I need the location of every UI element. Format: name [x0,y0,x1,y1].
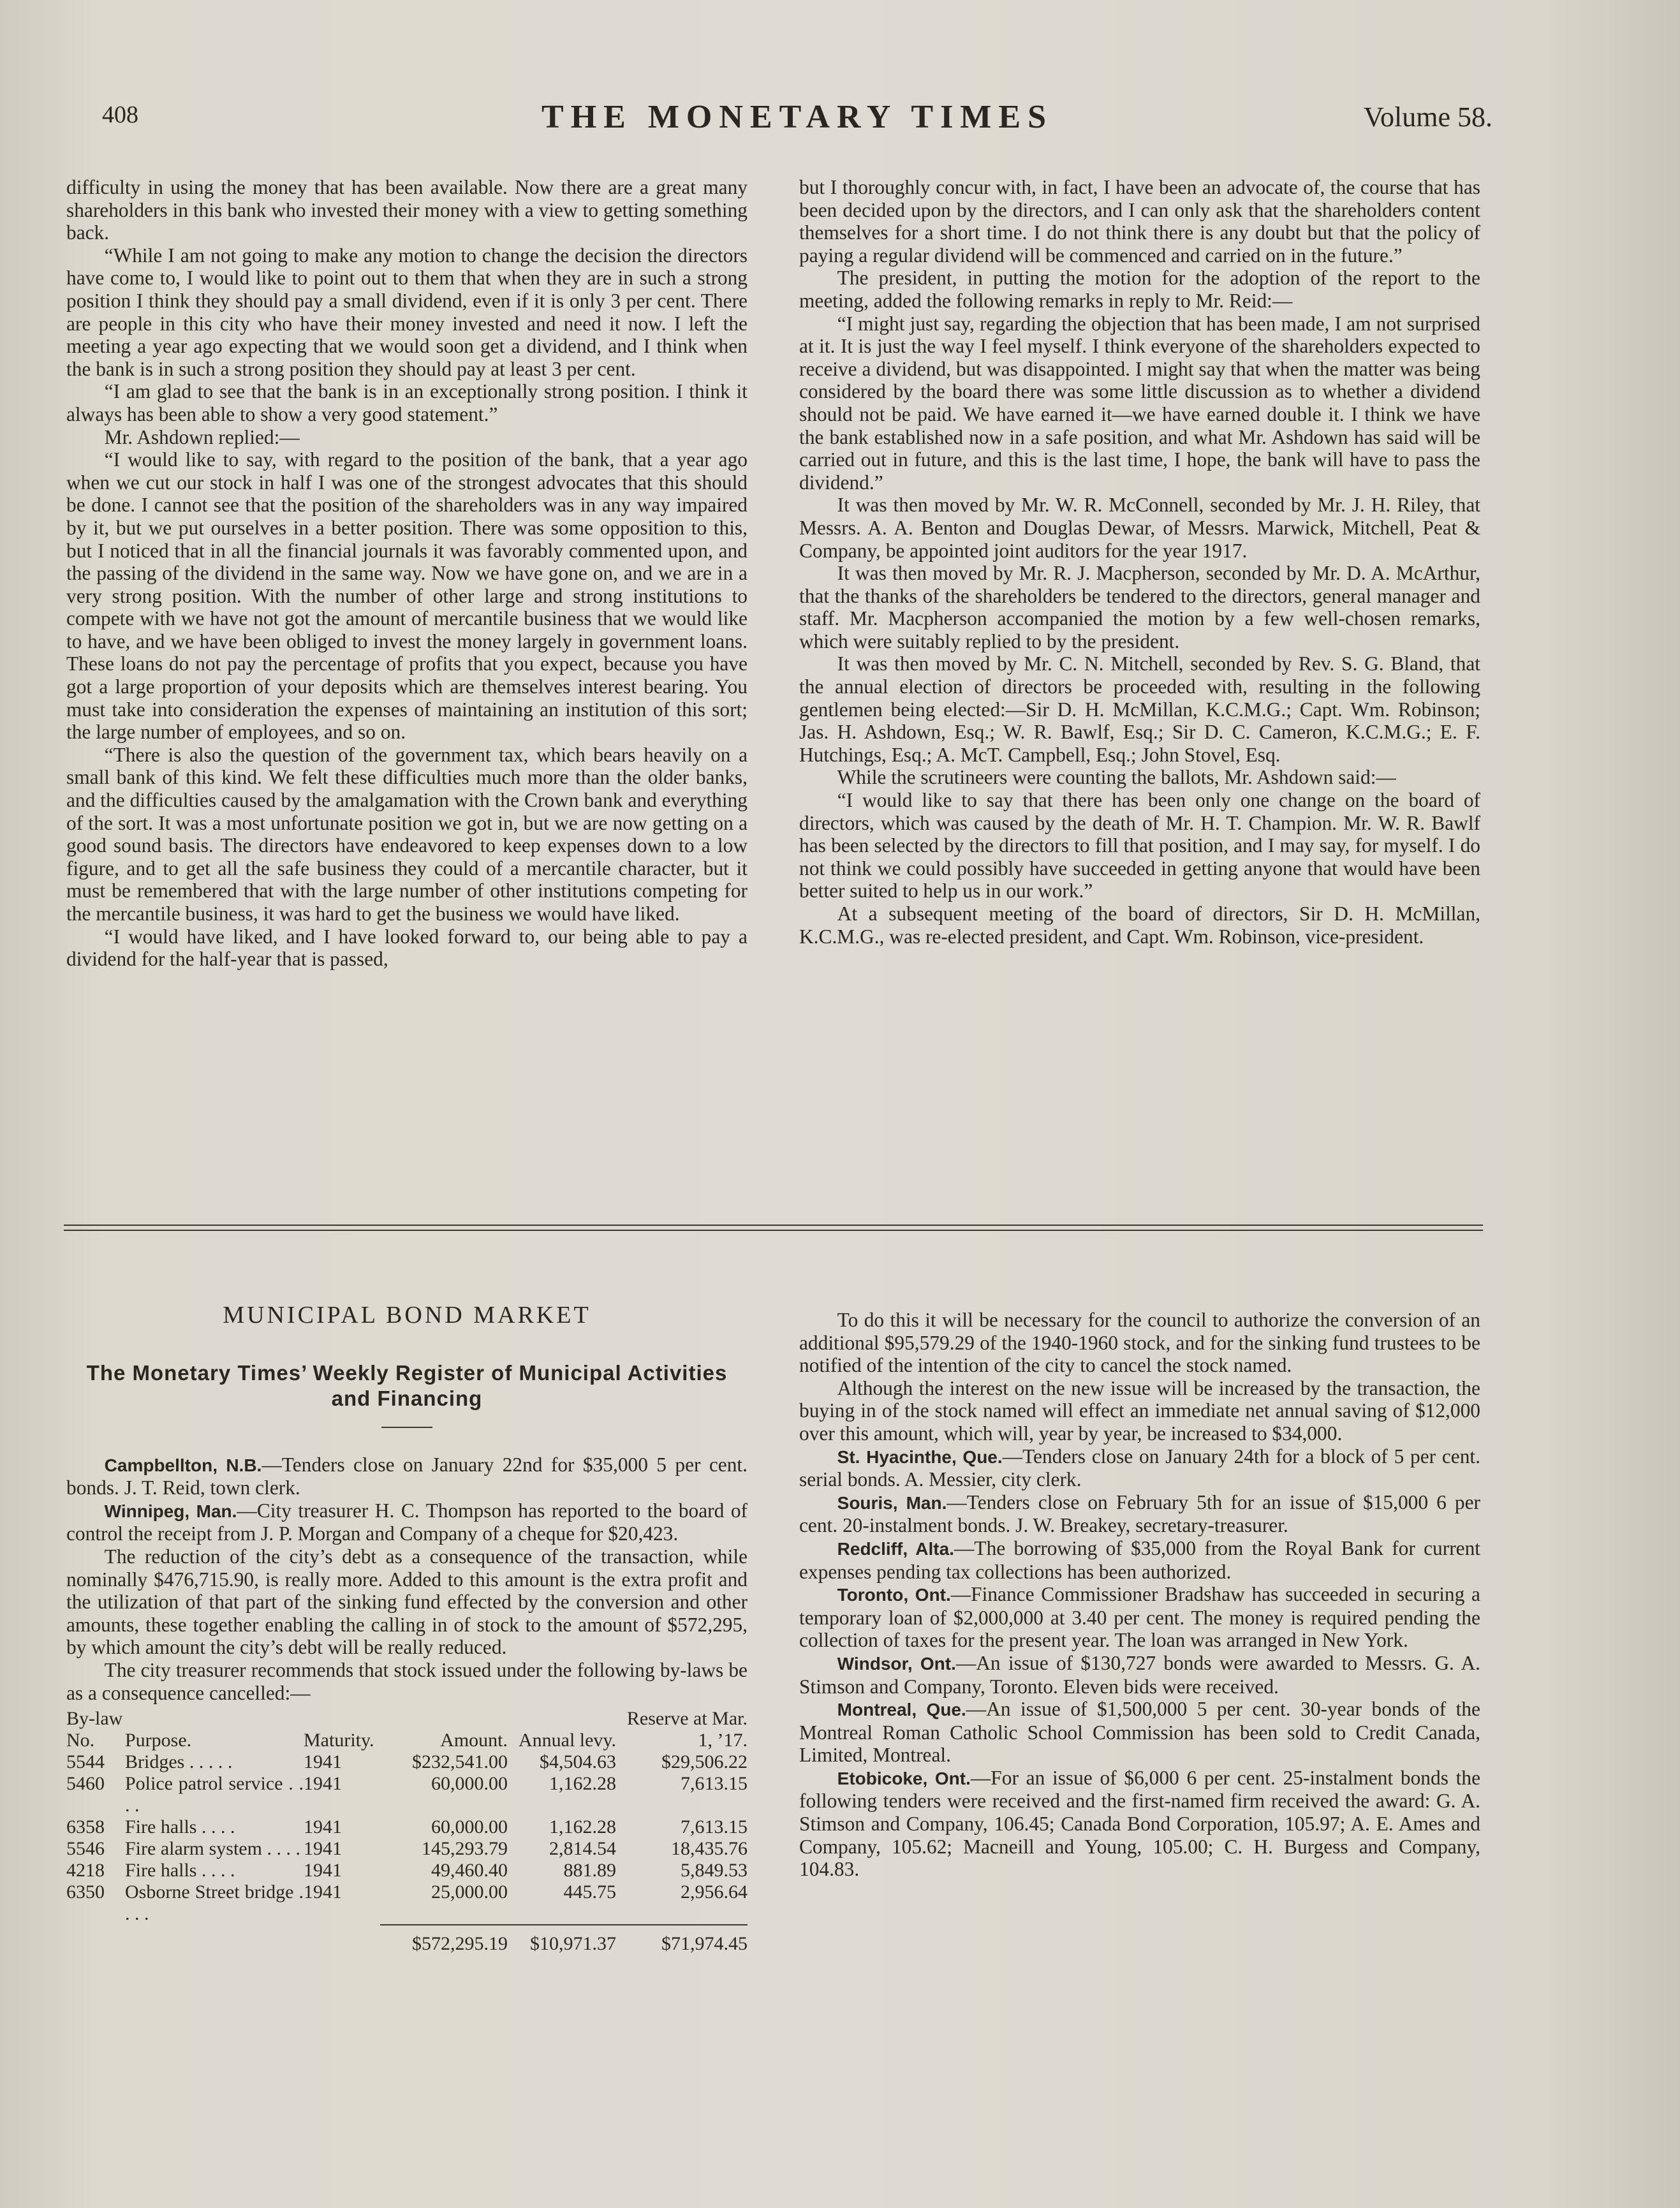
section-subtitle: The Monetary Times’ Weekly Register of Municipal Activities and Financing [86,1360,728,1410]
cell-no: 5544 [66,1751,105,1773]
cell-levy: 445.75 [563,1881,616,1903]
paragraph [799,1652,1480,1698]
place-name: Montreal, Que. [837,1700,966,1720]
page-header [102,101,1492,145]
paragraph [799,1445,1480,1491]
paragraph-text: To do this it will be necessary for the council to authorize the conversion of an additional $95,579.29 of the 1940-1960 stock, and for the sinking fund trustees to be notified of the intention of the city to cancel the stock named. [799,1309,1480,1377]
section-divider-second [64,1230,1483,1231]
total-reserve: $71,974.45 [616,1925,748,1955]
paragraph-text: but I thoroughly concur with, in fact, I have been an advocate of, the course that has been decided upon by the directors, and I can only ask that the shareholders content themselves for a short time. I do not think there is any doubt but that the policy of paying a regular dividend will be commenced and carried on in the future.” [799,176,1480,267]
paragraph [799,313,1480,494]
paragraph [799,562,1480,652]
paragraph-text: It was then moved by Mr. R. J. Macpherson, seconded by Mr. D. A. McArthur, that the thanks of the shareholders be tendered to the directors, general manager and staff. Mr. Macpherson accompanied the motion by a few well-chosen remarks, which were suitably replied to by the president. [799,562,1480,652]
col-header-purpose: Purpose. [125,1730,192,1751]
paragraph [66,1545,748,1659]
total-levy: $10,971.37 [508,1925,616,1955]
cell-levy: $4,504.63 [540,1751,616,1773]
paragraph [799,1767,1480,1881]
paragraph [66,448,748,744]
paragraph [799,902,1480,948]
cell-no: 5460 [66,1773,105,1795]
bond-items-left [66,1454,748,1705]
journal-title: THE MONETARY TIMES [542,99,1053,135]
paragraph-text: “While I am not going to make any motion to change the decision the directors have come to, I would like to point out to them that when they are in such a strong position I think they should pay a small dividend, even if it is only 3 per cent. There are people in this city who have their money invested and need it now. I left the meeting a year ago expecting that we would soon get a dividend, and I think when the bank is in such a strong position they should pay at least 3 per cent. [66,244,748,380]
paragraph [66,176,748,244]
paragraph-text: It was then moved by Mr. C. N. Mitchell, seconded by Rev. S. G. Bland, that the annual election of directors be proceeded with, resulting in the following gentlemen being elected:—Sir D. H. McMillan, K.C.M.G.; Capt. Wm. Robinson; Jas. H. Ashdown, Esq.; W. R. Bawlf, Esq.; Sir D. C. Cameron, K.C.M.G.; E. F. Hutchings, Esq.; A. McT. Campbell, Esq.; John Stovel, Esq. [799,652,1480,766]
bylaw-table [66,1708,748,1955]
cell-reserve: 7,613.15 [681,1773,748,1795]
paragraph-text: “I would have liked, and I have looked forward to, our being able to pay a dividend for the half-year that is passed, [66,925,748,971]
paragraph-text: “I am glad to see that the bank is in an exceptionally strong position. I think it always has been able to show a very good statement.” [66,380,748,425]
cell-purpose: Fire alarm system . . . . [125,1838,300,1860]
paragraph-text: —Tenders close on January 24th for a block of 5 per cent. serial bonds. A. Messier, city clerk. [799,1445,1481,1491]
paragraph [66,1454,748,1499]
paragraph [799,1537,1480,1583]
cell-levy: 1,162.28 [549,1773,616,1795]
paragraph-text: —An issue of $1,500,000 5 per cent. 30-year bonds of the Montreal Roman Catholic School Commission has been sold to Credit Canada, Limited, Montreal. [799,1698,1480,1767]
cell-purpose: Police patrol service . . . . [125,1773,304,1816]
cell-amount: 60,000.00 [431,1816,508,1838]
place-name: Windsor, Ont. [837,1653,956,1674]
total-amount: $572,295.19 [380,1925,508,1955]
table-row [66,1860,748,1881]
cell-maturity: 1941 [304,1773,342,1795]
paragraph [799,1491,1480,1537]
cell-maturity: 1941 [304,1838,342,1860]
paragraph [66,1499,748,1545]
cell-amount: 25,000.00 [431,1881,508,1903]
paragraph [799,766,1480,789]
cell-amount: 60,000.00 [431,1773,508,1795]
cell-levy: 1,162.28 [549,1816,616,1838]
paragraph [799,1583,1480,1652]
section-divider [64,1225,1483,1226]
table-header-row [66,1708,748,1751]
paragraph-text: —Tenders close on January 22nd for $35,000 5 per cent. bonds. J. T. Reid, town clerk. [66,1453,748,1499]
paragraph-text: “There is also the question of the government tax, which bears heavily on a small bank of this kind. We felt these difficulties much more than the older banks, and the difficulties caused by the amalgamation with the Crown bank and everything of the sort. It was a most unfortunate position we got in, but we are now getting on a good sound basis. The directors have endeavored to keep expenses down to a low figure, and to get all the safe business they could of a mercantile character, but it must be remembered that with the large number of other institutions competing for the mercantile business, it was hard to get the business we would have liked. [66,743,748,925]
col-header-amount: Amount. [440,1730,508,1751]
cell-reserve: 18,435.76 [671,1838,748,1860]
paragraph-text: —The borrowing of $35,000 from the Royal Bank for current expenses pending tax collections has been authorized. [799,1536,1480,1583]
paragraph-text: The reduction of the city’s debt as a consequence of the transaction, while nominally $476,715.90, is really more. Added to this amount is the extra profit and the utilization of that part of the sinking fund effected by the conversion and other amounts, these together enabling the calling in of stock to the amount of $572,295, by which amount the city’s debt will be really reduced. [66,1545,748,1659]
paragraph [66,380,748,425]
paragraph-text: The president, in putting the motion for the adoption of the report to the meeting, added the following remarks in reply to Mr. Reid:— [799,267,1480,312]
paragraph-text: —Finance Commissioner Bradshaw has succeeded in securing a temporary loan of $2,000,000 at 3.40 per cent. The money is required pending the collection of taxes for the present year. The loan was arranged in New York. [799,1583,1480,1652]
paragraph [799,1309,1480,1377]
paragraph-text: Although the interest on the new issue will be increased by the transaction, the buying in of the stock named will effect an immediate net annual saving of $12,000 over this amount, which will, year by year, be increased to $34,000. [799,1376,1480,1445]
cell-purpose: Fire halls . . . . [125,1816,235,1838]
paragraph-text: —Tenders close on February 5th for an issue of $15,000 6 per cent. 20-instalment bonds. J. W. Breakey, secretary-treasurer. [799,1490,1480,1537]
cell-amount: $232,541.00 [412,1751,508,1773]
cell-maturity: 1941 [304,1816,342,1838]
place-name: Etobicoke, Ont. [837,1768,971,1788]
paragraph [799,1377,1480,1445]
cell-maturity: 1941 [304,1860,342,1881]
place-name: Campbellton, N.B. [104,1455,262,1475]
cell-reserve: 5,849.53 [681,1860,748,1881]
cell-no: 5546 [66,1838,105,1860]
paragraph-text: —City treasurer H. C. Thompson has reported to the board of control the receipt from J. P. Morgan and Company of a cheque for $20,423. [66,1499,748,1545]
table-row [66,1751,748,1773]
article-column-right [799,176,1480,948]
cell-levy: 2,814.54 [549,1838,616,1860]
paragraph [799,652,1480,766]
table-row [66,1881,748,1925]
table-totals-row [66,1925,748,1955]
paragraph [799,267,1480,312]
paragraph [799,789,1480,902]
paragraph-text: “I would like to say, with regard to the position of the bank, that a year ago when we cut our stock in half I was one of the strongest advocates that this should be done. I cannot see that the position of the shareholders was in any way impaired by it, but we put ourselves in a better position. There was some opposition to this, but I noticed that in all the financial journals it was favorably commented upon, and the passing of the dividend in the same way. Now we have gone on, and we are in a very strong position. With the number of other large and strong institutions to compete with we have not got the amount of mercantile business that we would like to have, and we have been obliged to invest the money largely in government loans. These loans do not pay the percentage of profits that you expect, because you have got a large proportion of your deposits which are themselves interest bearing. You must take into consideration the expenses of maintaining an institution of this sort; the large number of employees, and so on. [66,448,748,744]
cell-no: 4218 [66,1860,105,1881]
cell-purpose: Fire halls . . . . [125,1860,235,1881]
paragraph-text: The city treasurer recommends that stock issued under the following by-laws be as a consequence cancelled:— [66,1658,748,1704]
cell-maturity: 1941 [304,1751,342,1773]
cell-purpose: Bridges . . . . . [125,1751,233,1773]
paragraph-text: At a subsequent meeting of the board of directors, Sir D. H. McMillan, K.C.M.G., was re-elected president, and Capt. Wm. Robinson, vice-president. [799,902,1480,948]
cell-no: 6350 [66,1881,105,1903]
cell-amount: 49,460.40 [431,1860,508,1881]
bond-market-column-left [66,1304,748,1955]
place-name: Redcliff, Alta. [837,1538,954,1559]
cell-reserve: 7,613.15 [681,1816,748,1838]
table-row [66,1773,748,1816]
short-rule [381,1427,432,1428]
col-header-levy: Annual levy. [518,1730,616,1751]
col-header-reserve: Reserve at Mar. 1, ’17. [626,1708,748,1751]
paragraph-text: “I would like to say that there has been only one change on the board of directors, which was caused by the death of Mr. H. T. Champion. Mr. W. R. Bawlf has been selected by the directors to fill that position, and I may say, for myself. I do not think we could possibly have succeeded in getting anyone that would have been better suited to help us in our work.” [799,789,1480,902]
cell-purpose: Osborne Street bridge . . . . [125,1881,304,1925]
cell-levy: 881.89 [563,1860,616,1881]
paragraph [66,244,748,381]
paragraph-text: While the scrutineers were counting the ballots, Mr. Ashdown said:— [837,766,1396,789]
place-name: St. Hyacinthe, Que. [837,1446,1003,1467]
paragraph [66,1659,748,1704]
cell-amount: 145,293.79 [422,1838,508,1860]
paragraph [799,494,1480,562]
paragraph [799,1698,1480,1767]
cell-no: 6358 [66,1816,105,1838]
place-name: Winnipeg, Man. [104,1501,237,1521]
paragraph-text: —For an issue of $6,000 6 per cent. 25-instalment bonds the following tenders were received and the first-named firm received the award: G. A. Stimson and Company, 106.45; Canada Bond Corporation, 105.97; A. E. Ames and Company, 105.62; Macneill and Young, 105.00; C. H. Burgess and Company, 104.83. [799,1766,1480,1881]
page-number: 408 [102,101,138,128]
paragraph [66,744,748,925]
paragraph [799,176,1480,267]
place-name: Souris, Man. [837,1492,947,1513]
cell-maturity: 1941 [304,1881,342,1903]
table-row [66,1838,748,1860]
paragraph-text: difficulty in using the money that has been available. Now there are a great many shareholders in this bank who invested their money with a view to getting something back. [66,176,748,244]
bond-market-column-right [799,1309,1480,1881]
section-title: MUNICIPAL BOND MARKET [223,1302,591,1328]
volume-label: Volume 58. [1363,101,1492,133]
paragraph-text: Mr. Ashdown replied:— [104,425,300,448]
col-header-maturity: Maturity. [304,1730,374,1751]
paragraph-text: It was then moved by Mr. W. R. McConnell, seconded by Mr. J. H. Riley, that Messrs. A. A. Benton and Douglas Dewar, of Messrs. Marwick, Mitchell, Peat & Company, be appointed joint auditors for the year 1917. [799,494,1480,562]
paragraph [66,925,748,971]
paragraph [66,426,748,449]
paragraph-text: “I might just say, regarding the objection that has been made, I am not surprised at it. It is just the way I feel myself. I think everyone of the shareholders expected to receive a dividend, but was disappointed. I might say that when the matter was being considered by the board there was some little discussion as to whether a dividend should not be paid. We have earned it—we have earned double it. I think we have the bank established now in a safe position, and what Mr. Ashdown has said will be carried out in future, and this is the last time, I hope, the bank will have to pass the dividend.” [799,312,1480,494]
place-name: Toronto, Ont. [837,1585,951,1605]
paragraph-text: —An issue of $130,727 bonds were awarded to Messrs. G. A. Stimson and Company, Toronto. Eleven bids were received. [799,1651,1480,1698]
cell-reserve: $29,506.22 [661,1751,748,1773]
table-row [66,1816,748,1838]
table-body [66,1751,748,1925]
article-column-left [66,176,748,971]
cell-reserve: 2,956.64 [681,1881,748,1903]
col-header-bylaw: By-law No. [66,1708,123,1751]
